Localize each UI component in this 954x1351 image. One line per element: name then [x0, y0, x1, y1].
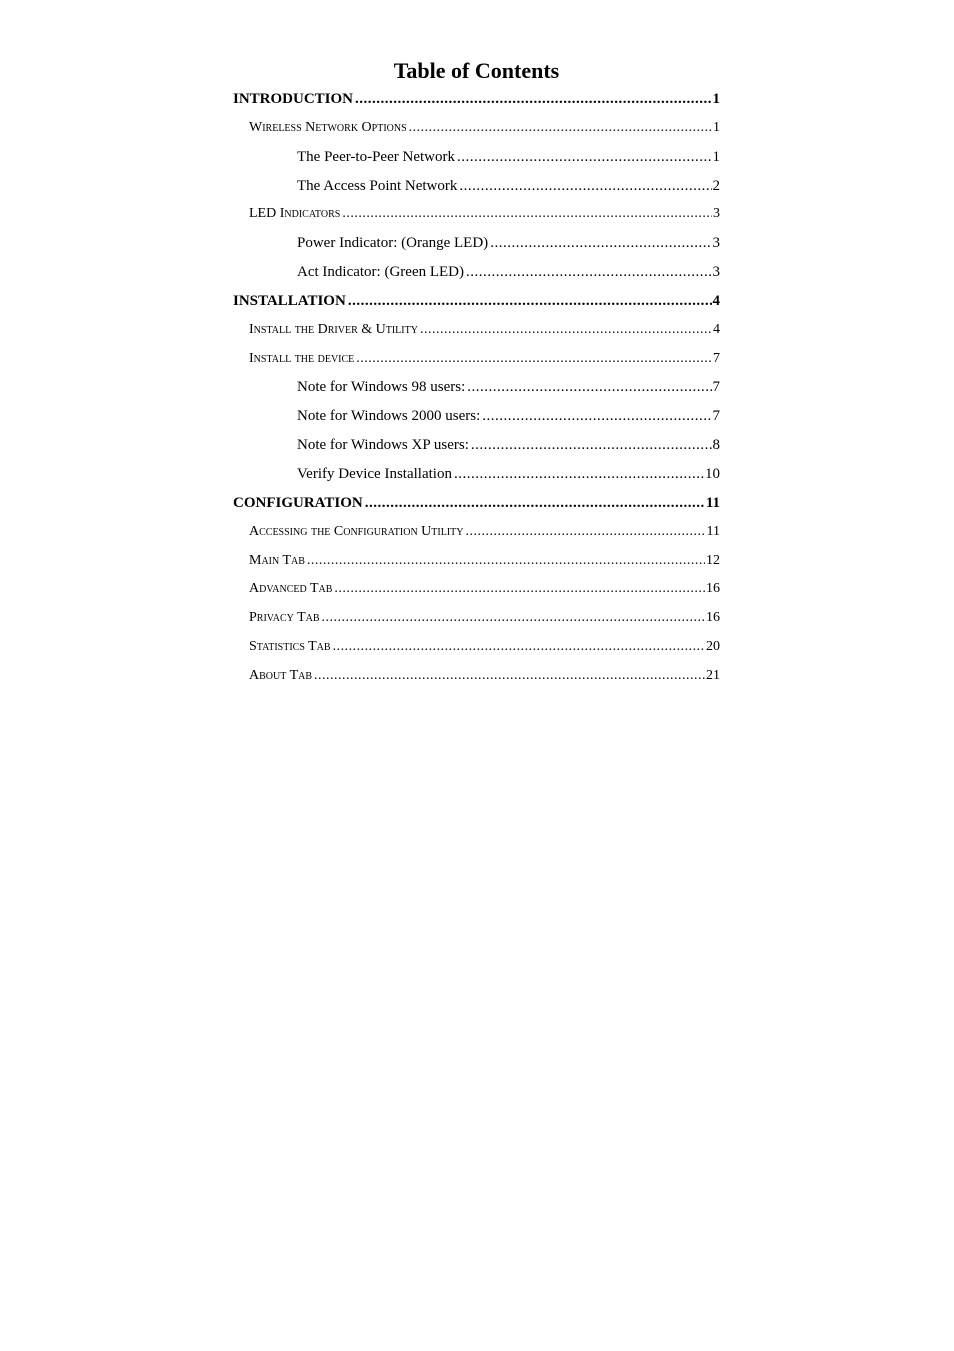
toc-entry-text: CONFIGURATION: [233, 494, 363, 511]
toc-entry-text: Note for Windows 98 users:: [297, 379, 466, 396]
toc-entry-page: 4: [712, 292, 720, 309]
dot-leader: [466, 258, 711, 287]
dot-leader: [322, 604, 705, 633]
toc-entry-page: 8: [712, 437, 720, 454]
toc-entry[interactable]: [233, 547, 720, 576]
toc-entry[interactable]: [233, 200, 720, 229]
toc-entry[interactable]: [233, 489, 720, 518]
toc-entry-page: 12: [706, 552, 720, 568]
toc-entry[interactable]: [233, 373, 720, 402]
toc-entry[interactable]: [233, 662, 720, 691]
toc-entry-page: 3: [712, 264, 720, 281]
dot-leader: [342, 200, 712, 229]
toc-entry-text: About Tab: [249, 667, 313, 683]
toc-entry-text: Main Tab: [249, 552, 305, 568]
dot-leader: [314, 662, 705, 691]
toc-entry-text: Note for Windows XP users:: [297, 437, 469, 454]
toc-entry-text: The Access Point Network: [297, 177, 458, 194]
toc-entry-page: 1: [713, 119, 720, 135]
toc-entry-text: Act Indicator: (Green LED): [297, 264, 465, 281]
dot-leader: [333, 633, 705, 662]
toc-entry-text: Privacy Tab: [249, 610, 320, 626]
toc-entry-page: 7: [712, 408, 720, 425]
toc-entry[interactable]: [233, 229, 720, 258]
toc-title: Table of Contents: [393, 58, 560, 83]
toc-entry[interactable]: [233, 460, 720, 489]
toc-entry[interactable]: [233, 575, 720, 604]
toc-entry[interactable]: [233, 316, 720, 345]
dot-leader: [355, 85, 711, 114]
toc-entry-text: Advanced Tab: [249, 581, 333, 597]
toc-entry[interactable]: [233, 85, 720, 114]
toc-entry-page: 1: [712, 148, 720, 165]
dot-leader: [471, 431, 712, 460]
toc-entry-text: Install the Driver & Utility: [249, 321, 418, 337]
toc-entry[interactable]: [233, 518, 720, 547]
toc-entry-text: Verify Device Installation: [297, 465, 452, 482]
dot-leader: [490, 229, 711, 258]
toc-entry-page: 7: [713, 350, 720, 366]
dot-leader: [457, 143, 712, 172]
dot-leader: [466, 518, 706, 547]
toc-entry[interactable]: [233, 172, 720, 201]
toc-entry-page: 3: [713, 206, 720, 222]
toc-entry-page: 11: [706, 523, 720, 539]
toc-entry-text: Note for Windows 2000 users:: [297, 408, 481, 425]
dot-leader: [356, 345, 712, 374]
toc-entry-page: 16: [706, 581, 720, 597]
toc-entry[interactable]: [233, 143, 720, 172]
toc-entry-page: 11: [705, 494, 720, 511]
toc-entry-text: The Peer-to-Peer Network: [297, 148, 455, 165]
dot-leader: [307, 547, 705, 576]
dot-leader: [459, 172, 711, 201]
toc-entry[interactable]: [233, 431, 720, 460]
toc-list: [233, 85, 720, 691]
toc-entry-page: 16: [706, 610, 720, 626]
toc-entry-page: 4: [713, 321, 720, 337]
toc-entry-text: Wireless Network Options: [249, 119, 407, 135]
toc-entry[interactable]: [233, 345, 720, 374]
toc-entry-text: LED Indicators: [249, 206, 341, 222]
toc-entry[interactable]: [233, 633, 720, 662]
toc-entry-page: 1: [712, 91, 720, 107]
toc-entry-page: 7: [712, 379, 720, 396]
toc-entry-page: 20: [706, 639, 720, 655]
dot-leader: [348, 287, 712, 316]
toc-entry-page: 21: [706, 667, 720, 683]
toc-entry-text: Statistics Tab: [249, 639, 331, 655]
toc-entry[interactable]: [233, 287, 720, 316]
toc-entry[interactable]: [233, 114, 720, 143]
toc-entry-page: 10: [705, 465, 720, 482]
toc-entry-text: Accessing the Configuration Utility: [249, 523, 464, 539]
toc-entry-text: Power Indicator: (Orange LED): [297, 235, 489, 252]
toc-entry-page: 3: [712, 235, 720, 252]
toc-entry-page: 2: [712, 177, 720, 194]
dot-leader: [482, 402, 711, 431]
dot-leader: [409, 114, 712, 143]
dot-leader: [454, 460, 704, 489]
dot-leader: [420, 316, 712, 345]
toc-entry[interactable]: [233, 402, 720, 431]
dot-leader: [467, 373, 711, 402]
dot-leader: [365, 489, 705, 518]
toc-entry[interactable]: [233, 258, 720, 287]
toc-entry[interactable]: [233, 604, 720, 633]
dot-leader: [334, 575, 705, 604]
toc-entry-text: Install the device: [249, 350, 355, 366]
toc-entry-text: INSTALLATION: [233, 292, 346, 309]
toc-entry-text: INTRODUCTION: [233, 91, 354, 107]
